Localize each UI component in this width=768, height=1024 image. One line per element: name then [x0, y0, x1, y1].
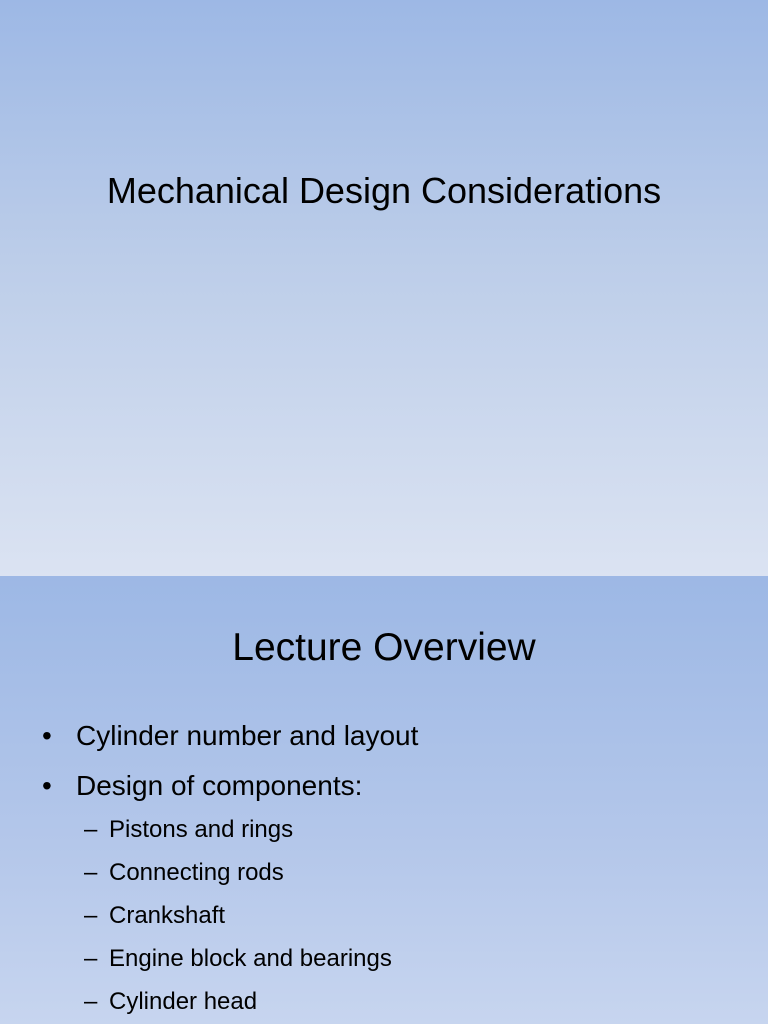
slide-title: Mechanical Design Considerations — [106, 170, 662, 211]
dash-icon: – — [84, 816, 98, 843]
overview-slide — [0, 576, 768, 1024]
bullet-item — [0, 713, 768, 763]
sub-bullet-list — [0, 812, 768, 1024]
sub-bullet-text: Connecting rods — [109, 859, 284, 886]
bullet-text: Cylinder number and layout — [76, 720, 419, 751]
sub-bullet-item — [0, 855, 768, 898]
bullet-icon: • — [42, 720, 52, 751]
bullet-icon: • — [42, 770, 52, 801]
slide-heading: Lecture Overview — [232, 626, 536, 669]
sub-bullet-text: Engine block and bearings — [109, 945, 392, 972]
dash-icon: – — [84, 988, 98, 1015]
bullet-item — [0, 763, 768, 813]
sub-bullet-item — [0, 984, 768, 1024]
sub-bullet-text: Cylinder head — [109, 988, 258, 1015]
sub-bullet-text: Crankshaft — [109, 902, 226, 929]
sub-bullet-item — [0, 812, 768, 855]
sub-bullet-text: Pistons and rings — [109, 816, 294, 843]
dash-icon: – — [84, 859, 98, 886]
sub-bullet-item — [0, 898, 768, 941]
bullet-list — [0, 713, 768, 813]
bullet-text: Design of components: — [76, 770, 363, 801]
dash-icon: – — [84, 945, 98, 972]
sub-bullet-item — [0, 941, 768, 984]
dash-icon: – — [84, 902, 98, 929]
